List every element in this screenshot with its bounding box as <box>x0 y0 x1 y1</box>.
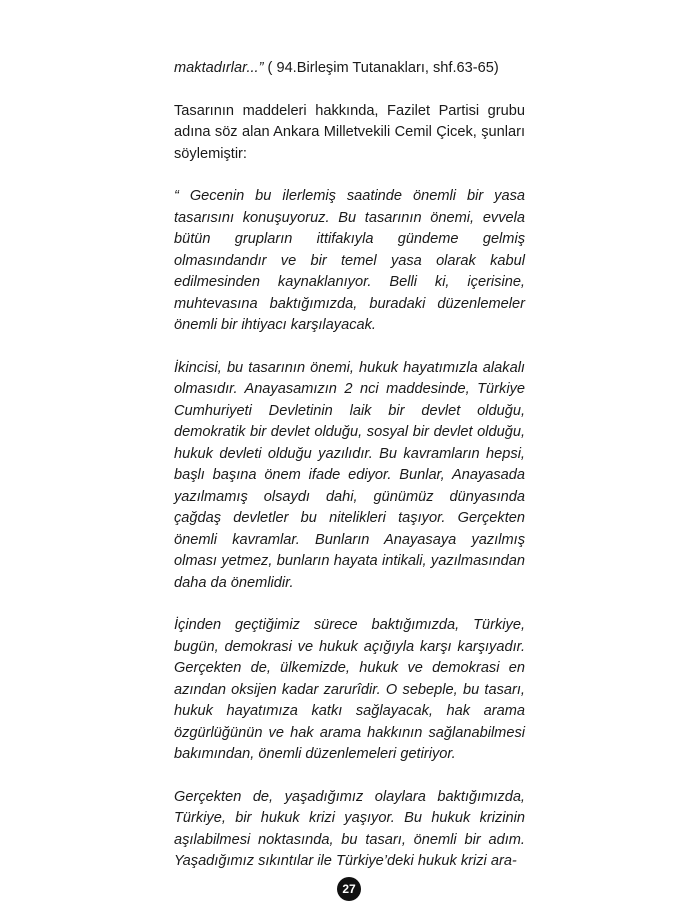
opening-line <box>174 58 525 80</box>
quote-tail: maktadırlar...” <box>174 60 264 76</box>
quote-paragraph: İçinden geçtiğimiz sürece baktığımızda, Türkiye, bugün, demokrasi ve hukuk açığıyla karşı karşıyadır. Gerçekten de, ülkemizde, hukuk ve demokrasi en azından oksijen kadar zarurîdir. O sebeple, bu tasarı, hukuk hayatımıza katkı sağlayacak, hak arama özgürlüğünün ve hak arama hakkının sağlanabilmesi bakımından, önemli düzenlemeleri getiriyor. <box>174 617 525 762</box>
quote-paragraph: Gerçekten de, yaşadığımız olaylara baktığımızda, Türkiye, bir hukuk krizi yaşıyor. Bu hukuk krizinin aşılabilmesi noktasında, bu tasarı, önemli bir adım. Yaşadığımız sıkıntılar ile Türkiye’deki hukuk krizi ara- <box>174 788 525 869</box>
quote-paragraph: “ Gecenin bu ilerlemiş saatinde önemli bir yasa tasarısını konuşuyoruz. Bu tasarının önemi, evvela bütün grupların ittifakıyla gündeme gelmiş olmasındandır ve bir temel yasa olarak kabul edilmesinden kaynaklanıyor. Belli ki, içerisine, muhtevasına baktığımızda, buradaki düzenlemeler önemli bir ihtiyacı karşılayacak. <box>174 188 525 333</box>
citation: ( 94.Birleşim Tutanakları, shf.63-65) <box>263 60 499 76</box>
quote-paragraph: İkincisi, bu tasarının önemi, hukuk hayatımızla alakalı olmasıdır. Anayasamızın 2 nci maddesinde, Türkiye Cumhuriyeti Devletinin laik bir devlet olduğu, demokratik bir devlet olduğu, sosyal bir devlet olduğu, hukuk devleti olduğu yazılıdır. Bu kavramların hepsi, başlı başına önem ifade ediyor. Bunlar, Anayasada yazılmamış olsaydı dahi, günümüz dünyasında çağdaş devletler bu nitelikleri taşıyor. Gerçekten önemli kavramlar. Bunların Anayasaya yazılmış olması yetmez, bunların hayata intikali, yazılmasından daha da önemlidir. <box>174 359 525 591</box>
intro-paragraph: Tasarının maddeleri hakkında, Fazilet Partisi grubu adına söz alan Ankara Milletvekili Cemil Çicek, şunları söylemiştir: <box>174 102 525 162</box>
page-number-badge: 27 <box>337 877 361 901</box>
text-column <box>174 58 525 873</box>
